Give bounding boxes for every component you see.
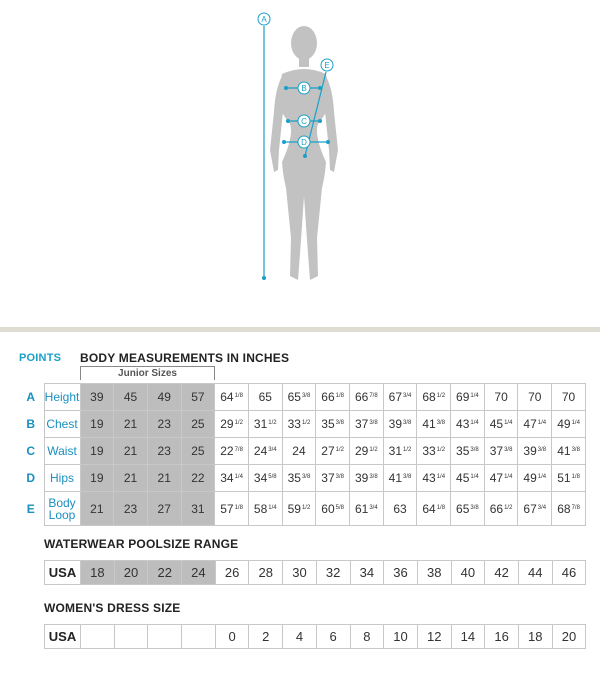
measurement-cell: $67^{3/4}$ [383,384,417,411]
size-cell: 32 [316,561,350,585]
measurement-cell: $33^{1/2}$ [417,438,451,465]
callout-d: D [301,138,307,147]
measurement-row [18,438,586,465]
measurement-cell: $65^{3/8}$ [451,492,485,526]
waterwear-size-table [44,560,586,585]
size-cell: 22 [148,561,182,585]
size-cell [114,625,148,649]
measurement-cell: $69^{1/4}$ [451,384,485,411]
size-cell: 20 [114,561,148,585]
measurement-cell: 19 [80,438,114,465]
callout-c: C [301,117,307,126]
measurement-cell: $43^{1/4}$ [451,411,485,438]
measurement-label: Chest [44,411,80,438]
measurement-cell: $66^{7/8}$ [350,384,384,411]
measurement-cell: $35^{3/8}$ [316,411,350,438]
size-cell: 36 [384,561,418,585]
measurement-cell: 57 [181,384,215,411]
measurement-cell: 19 [80,411,114,438]
size-cell [148,625,182,649]
measurement-cell: $41^{3/8}$ [552,438,586,465]
size-cell: 34 [350,561,384,585]
measurement-cell: $45^{1/4}$ [484,411,518,438]
measurement-cell: $57^{1/8}$ [215,492,249,526]
point-letter: A [18,384,44,411]
measurement-cell: $35^{3/8}$ [282,465,316,492]
size-cell: 28 [249,561,283,585]
body-measurements-title: BODY MEASUREMENTS IN INCHES [80,351,290,365]
size-cell: 26 [215,561,249,585]
measurement-cell: $22^{7/8}$ [215,438,249,465]
measurement-cell: 70 [552,384,586,411]
measurement-cell: $35^{3/8}$ [451,438,485,465]
region-label: USA [45,561,81,585]
measurement-cell: 21 [114,465,148,492]
measurement-cell: $24^{3/4}$ [248,438,282,465]
measurement-cell: $58^{1/4}$ [248,492,282,526]
size-row [45,625,586,649]
measurement-cell: $59^{1/2}$ [282,492,316,526]
measurement-cell: $47^{1/4}$ [518,411,552,438]
measurement-cell: $31^{1/2}$ [248,411,282,438]
measurement-cell: 25 [181,411,215,438]
size-cell: 44 [518,561,552,585]
measurement-cell: 23 [147,438,181,465]
size-cell: 2 [249,625,283,649]
body-measurement-figure [0,0,600,320]
measurement-cell: 23 [114,492,148,526]
measurement-label: Waist [44,438,80,465]
measurement-cell: $60^{5/8}$ [316,492,350,526]
measurement-cell: $29^{1/2}$ [350,438,384,465]
measurement-cell: $65^{3/8}$ [282,384,316,411]
measurement-cell: 25 [181,438,215,465]
measurement-cell: 21 [114,411,148,438]
measurement-row [18,465,586,492]
size-row [45,561,586,585]
measurement-cell: $37^{3/8}$ [484,438,518,465]
measurement-label: Height [44,384,80,411]
measurement-cell: $37^{3/8}$ [350,411,384,438]
size-cell: 10 [384,625,418,649]
region-label: USA [45,625,81,649]
dress-size-table [44,624,586,649]
measurement-cell: $64^{1/8}$ [417,492,451,526]
section-divider [0,327,600,332]
measurement-cell: $41^{3/8}$ [383,465,417,492]
measurement-cell: $37^{3/8}$ [316,465,350,492]
size-cell: 16 [485,625,519,649]
measurement-cell: $66^{1/2}$ [484,492,518,526]
point-letter: D [18,465,44,492]
size-cell [81,625,115,649]
size-cell: 24 [182,561,216,585]
measurement-cell: $41^{3/8}$ [417,411,451,438]
measurement-cell: 45 [114,384,148,411]
measurement-cell: $33^{1/2}$ [282,411,316,438]
size-cell: 8 [350,625,384,649]
measurement-cell: $68^{7/8}$ [552,492,586,526]
measurement-cell: $45^{1/4}$ [451,465,485,492]
point-letter: B [18,411,44,438]
measurement-cell: 31 [181,492,215,526]
callout-a: A [261,15,267,24]
measurement-row [18,384,586,411]
measurement-label: Body Loop [44,492,80,526]
size-cell: 4 [283,625,317,649]
point-letter: E [18,492,44,526]
measurement-row [18,492,586,526]
junior-sizes-bracket: Junior Sizes [80,366,215,380]
measurement-cell: 65 [248,384,282,411]
size-cell: 12 [417,625,451,649]
point-letter: C [18,438,44,465]
size-cell: 40 [451,561,485,585]
measurement-cell: 22 [181,465,215,492]
size-cell: 46 [552,561,586,585]
size-cell: 18 [518,625,552,649]
measurement-cell: $68^{1/2}$ [417,384,451,411]
size-cell [182,625,216,649]
size-cell: 20 [552,625,586,649]
measurement-cell: $47^{1/4}$ [484,465,518,492]
measurement-cell: $67^{3/4}$ [518,492,552,526]
body-measurements-table [18,383,586,526]
measurement-cell: 70 [484,384,518,411]
callout-e: E [324,61,330,70]
points-label: POINTS [19,352,62,364]
measurement-row [18,411,586,438]
measurement-cell: 70 [518,384,552,411]
size-cell: 38 [417,561,451,585]
measurement-cell: 19 [80,465,114,492]
measurement-cell: $29^{1/2}$ [215,411,249,438]
size-cell: 18 [81,561,115,585]
measurement-cell: $39^{3/8}$ [383,411,417,438]
measurement-cell: $27^{1/2}$ [316,438,350,465]
measurement-cell: 27 [147,492,181,526]
measurement-cell: 24 [282,438,316,465]
measurement-cell: 21 [80,492,114,526]
measurement-cell: $49^{1/4}$ [518,465,552,492]
size-cell: 30 [283,561,317,585]
size-cell: 6 [316,625,350,649]
measurement-cell: 21 [147,465,181,492]
size-cell: 42 [485,561,519,585]
measurement-cell: $64^{1/8}$ [215,384,249,411]
measurement-cell: 21 [114,438,148,465]
measurement-cell: $34^{5/8}$ [248,465,282,492]
measurement-cell: $51^{1/8}$ [552,465,586,492]
measurement-cell: 39 [80,384,114,411]
measurement-cell: $61^{3/4}$ [350,492,384,526]
dress-size-title: WOMEN'S DRESS SIZE [44,601,181,615]
measurement-cell: $31^{1/2}$ [383,438,417,465]
waterwear-title: WATERWEAR POOLSIZE RANGE [44,537,239,551]
measurement-label: Hips [44,465,80,492]
size-cell: 14 [451,625,485,649]
measurement-cell: 63 [383,492,417,526]
measurement-cell: 49 [147,384,181,411]
measurement-cell: 23 [147,411,181,438]
callout-b: B [301,84,307,93]
size-cell: 0 [215,625,249,649]
measurement-cell: $34^{1/4}$ [215,465,249,492]
measurement-cell: $43^{1/4}$ [417,465,451,492]
measurement-cell: $39^{3/8}$ [518,438,552,465]
measurement-cell: $49^{1/4}$ [552,411,586,438]
measurement-cell: $39^{3/8}$ [350,465,384,492]
measurement-cell: $66^{1/8}$ [316,384,350,411]
